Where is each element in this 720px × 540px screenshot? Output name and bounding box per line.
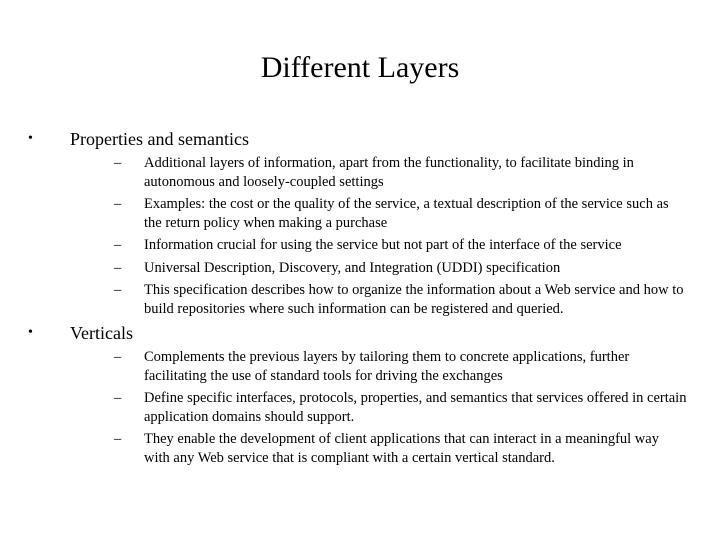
dash-marker: – <box>114 237 122 253</box>
sub-bullet <box>70 195 688 232</box>
bullet-text: Properties and semantics <box>70 129 249 149</box>
sub-bullet <box>70 348 688 385</box>
sub-bullet <box>70 389 688 426</box>
dash-marker: – <box>114 155 122 171</box>
sub-bullet-text: Define specific interfaces, protocols, properties, and semantics that services offered in certain application domains should support. <box>144 390 687 425</box>
dash-marker: – <box>114 282 122 298</box>
sub-bullet-list <box>70 154 688 318</box>
sub-bullet-text: Universal Description, Discovery, and Integration (UDDI) specification <box>144 259 561 276</box>
bullet-marker: • <box>28 325 33 340</box>
dash-marker: – <box>114 196 122 212</box>
slide-content <box>28 128 688 471</box>
sub-bullet-text: Complements the previous layers by tailoring them to concrete applications, further facilitating the use of standard tools for driving the exchanges <box>144 349 630 384</box>
sub-bullet-text: Additional layers of information, apart from the functionality, to facilitate binding in autonomous and loosely-coupled settings <box>144 155 634 190</box>
sub-bullet <box>70 430 688 467</box>
dash-marker: – <box>114 390 122 406</box>
sub-bullet-text: They enable the development of client applications that can interact in a meaningful way with any Web service that is compliant with a certain vertical standard. <box>144 431 659 466</box>
bullet-properties-and-semantics <box>28 128 688 318</box>
bullet-verticals <box>28 322 688 467</box>
sub-bullet <box>70 259 688 278</box>
dash-marker: – <box>114 259 122 276</box>
slide-title: Different Layers <box>260 51 460 84</box>
dash-marker: – <box>114 349 122 365</box>
sub-bullet <box>70 236 688 255</box>
sub-bullet-list <box>70 348 688 467</box>
bullet-marker: • <box>28 131 33 146</box>
sub-bullet-text: This specification describes how to organize the information about a Web service and how to build repositories where such information can be registered and queried. <box>144 282 684 317</box>
sub-bullet-text: Information crucial for using the service but not part of the interface of the service <box>144 237 622 253</box>
dash-marker: – <box>114 431 122 447</box>
sub-bullet <box>70 154 688 191</box>
bullet-text: Verticals <box>70 323 133 343</box>
sub-bullet <box>70 281 688 318</box>
sub-bullet-text: Examples: the cost or the quality of the service, a textual description of the service such as the return policy when making a purchase <box>144 196 669 231</box>
